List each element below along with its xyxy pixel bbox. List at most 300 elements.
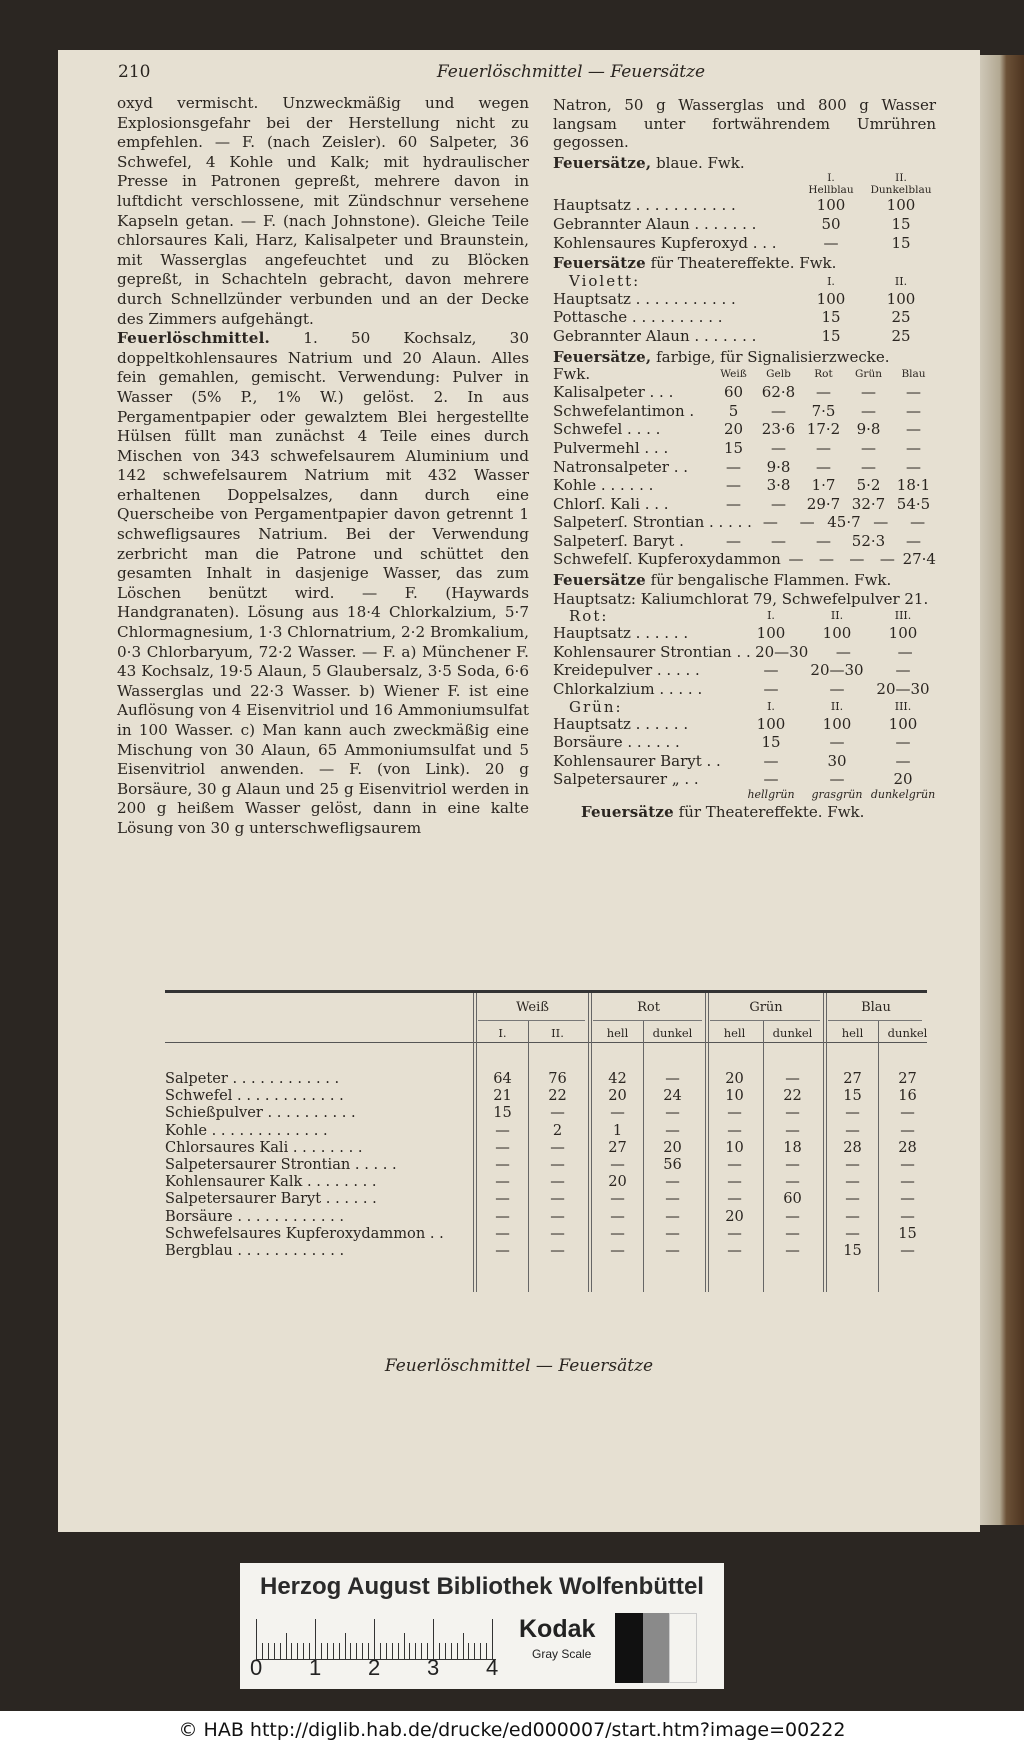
row-label: Kalisalpeter . . . [553, 383, 674, 402]
row-label: Schießpulver . . . . . . . . . . [165, 1104, 356, 1122]
table-row [165, 1156, 927, 1173]
table-row [553, 290, 936, 309]
sub-header: II. [551, 1026, 564, 1040]
table-row [553, 234, 936, 253]
row-value: 100 [822, 624, 852, 643]
row-value: — [726, 531, 741, 550]
bengal-hauptsatz: Hauptsatz: Kaliumchlorat 79, Schwefelpulver 21. [553, 589, 929, 608]
row-label: Salpeterſ. Strontian . . . . . [553, 513, 752, 532]
row-value: — [762, 513, 778, 532]
table-row [165, 1225, 927, 1242]
table-row [553, 752, 936, 771]
row-value: — [610, 1156, 625, 1173]
sub-header: dunkel [887, 1026, 928, 1040]
row-value: — [788, 550, 804, 569]
ruler-tick [421, 1643, 422, 1659]
farbige-col-headers: Fwk. Weiß Gelb Rot Grün Blau [553, 366, 936, 383]
page-footer-title: Feuerlöschmittel — Feuersätze [384, 1356, 654, 1376]
ruler-tick [415, 1643, 416, 1659]
row-value: — [895, 661, 911, 680]
row-value: 27 [843, 1070, 862, 1087]
group-header: Weiß [516, 1000, 549, 1015]
page-number: 210 [118, 62, 151, 82]
row-value: — [816, 383, 831, 402]
table-row [165, 1070, 927, 1087]
row-label: Schwefelsaures Kupferoxydammon . . [165, 1224, 444, 1242]
row-value: — [610, 1190, 625, 1208]
row-label: Hauptsatz . . . . . . . . . . . [553, 289, 736, 308]
running-title: Feuerlöschmittel — Feuersätze [436, 62, 706, 82]
row-value: 100 [886, 289, 916, 308]
bengal-gruen-headers: Grün: I. II. III. [569, 697, 912, 716]
row-value: 10 [725, 1087, 744, 1105]
row-value: — [785, 1207, 800, 1225]
row-label: Borsäure . . . . . . [553, 733, 680, 752]
row-value: 28 [843, 1138, 862, 1156]
gray-swatch-black [615, 1613, 643, 1683]
row-value: 27 [608, 1138, 627, 1156]
row-label: Salpeterſ. Baryt . [553, 531, 684, 550]
row-label: Pulvermehl . . . [553, 438, 669, 457]
row-value: — [900, 1242, 915, 1259]
row-value: — [900, 1121, 915, 1139]
row-value: — [727, 1121, 742, 1139]
table-row [553, 643, 936, 662]
row-value: — [727, 1104, 742, 1122]
blaue-table [553, 196, 936, 252]
row-value: 22 [548, 1087, 567, 1105]
row-label: Schwefel . . . . . . . . . . . . [165, 1087, 344, 1105]
row-value: — [610, 1224, 625, 1242]
row-label: Pottasche . . . . . . . . . . [553, 308, 723, 327]
row-value: 10 [725, 1138, 744, 1156]
col-header: Grün [855, 368, 882, 381]
row-value: — [495, 1224, 510, 1242]
row-value: — [845, 1156, 860, 1173]
row-value: — [895, 751, 911, 770]
row-value: 2 [552, 1121, 563, 1139]
ruler-tick [409, 1643, 410, 1659]
row-value: 54·5 [896, 494, 931, 513]
table-row [553, 196, 936, 215]
table-row [553, 495, 936, 514]
row-value: — [816, 457, 831, 476]
ruler-tick [457, 1643, 458, 1659]
sub-header: dunkel [652, 1026, 693, 1040]
row-label: Kohle . . . . . . [553, 476, 654, 495]
table-row [165, 1139, 927, 1156]
ruler-number: 0 [250, 1655, 263, 1680]
ruler-tick [327, 1643, 328, 1659]
row-value: 100 [756, 714, 786, 733]
table-row [553, 439, 936, 458]
row-value: — [665, 1121, 680, 1139]
ruler-number: 3 [427, 1655, 440, 1680]
ruler-tick [303, 1643, 304, 1659]
row-label: Kohlensaurer Baryt . . [553, 751, 721, 770]
row-value: 15 [821, 308, 841, 327]
row-value: — [816, 531, 831, 550]
row-value: 20 [893, 770, 913, 789]
row-value: — [665, 1242, 680, 1259]
row-value: 18·1 [896, 476, 931, 495]
row-value: 16 [898, 1087, 917, 1105]
gray-swatch-mid [643, 1613, 669, 1683]
row-value: 27 [898, 1070, 917, 1087]
row-value: — [910, 513, 926, 532]
sub-header: hell [723, 1026, 746, 1040]
table-row [553, 402, 936, 421]
left-column [117, 94, 529, 959]
row-value: — [829, 680, 845, 699]
table-row [553, 770, 936, 789]
row-value: 100 [888, 714, 918, 733]
row-label: Schwefelſ. Kupferoxydammon [553, 550, 781, 569]
row-value: 60 [723, 383, 744, 402]
row-value: — [829, 770, 845, 789]
entry-head-feuerloeschmittel: Feuerlöschmittel. [117, 329, 271, 348]
row-value: — [845, 1207, 860, 1225]
sub-header: hell [841, 1026, 864, 1040]
row-value: — [861, 438, 876, 457]
row-value: — [906, 457, 921, 476]
row-value: — [771, 531, 786, 550]
ruler-tick [468, 1643, 469, 1659]
row-value: — [610, 1242, 625, 1259]
ruler-tick [286, 1633, 287, 1659]
row-label: Gebrannter Alaun . . . . . . . [553, 214, 757, 233]
row-value: 30 [827, 751, 847, 770]
table-row [553, 308, 936, 327]
row-value: — [897, 642, 913, 661]
scan-color-strip [240, 1563, 724, 1689]
table-row [553, 383, 936, 402]
row-value: 15 [723, 438, 744, 457]
copyright-bar: © HAB http://diglib.hab.de/drucke/ed000007/start.htm?image=00222 [0, 1711, 1024, 1750]
ruler-tick [386, 1643, 387, 1659]
row-value: 20—30 [810, 661, 864, 680]
row-value: — [665, 1224, 680, 1242]
row-value: — [845, 1224, 860, 1242]
row-label: Kohlensaurer Strontian . . [553, 642, 751, 661]
row-value: 28 [898, 1138, 917, 1156]
theater1-sub: Violett: I. II. [569, 271, 908, 290]
row-value: — [495, 1190, 510, 1208]
row-value: — [610, 1207, 625, 1225]
ruler-tick [280, 1643, 281, 1659]
group-rule [593, 1020, 702, 1021]
row-value: — [771, 401, 786, 420]
row-value: — [727, 1224, 742, 1242]
row-label: Schwefel . . . . [553, 420, 661, 439]
row-label: Salpeter . . . . . . . . . . . . [165, 1070, 340, 1087]
row-value: — [849, 550, 865, 569]
row-label: Bergblau . . . . . . . . . . . . [165, 1242, 345, 1259]
row-value: 15 [761, 733, 781, 752]
row-value: — [727, 1242, 742, 1259]
col-header: Weiß [720, 368, 747, 381]
group-rule [828, 1020, 922, 1021]
row-value: — [550, 1190, 565, 1208]
row-value: — [845, 1121, 860, 1139]
row-value: 56 [663, 1156, 682, 1173]
table-row [553, 624, 936, 643]
row-value: — [550, 1104, 565, 1122]
table-row [165, 1104, 927, 1121]
row-value: — [900, 1190, 915, 1208]
row-value: 60 [783, 1190, 802, 1208]
row-value: 5·2 [856, 476, 881, 495]
group-header: Blau [861, 1000, 891, 1015]
row-value: — [799, 513, 815, 532]
row-label: Salpetersaurer Strontian . . . . . [165, 1156, 397, 1173]
row-value: — [906, 383, 921, 402]
row-label: Hauptsatz . . . . . . . . . . . [553, 196, 736, 215]
bengal-gruen-table [553, 715, 936, 789]
table-row [553, 420, 936, 439]
row-value: — [861, 383, 876, 402]
row-value: — [665, 1173, 680, 1191]
row-value: 15 [821, 326, 841, 345]
row-value: 1 [612, 1121, 623, 1139]
row-label: Chlorſ. Kali . . . [553, 494, 669, 513]
row-value: — [906, 531, 921, 550]
table-row [553, 532, 936, 551]
row-value: — [763, 680, 779, 699]
kodak-logo: Kodak [519, 1615, 596, 1643]
row-value: — [726, 476, 741, 495]
row-value: — [727, 1156, 742, 1173]
row-label: Hauptsatz . . . . . . [553, 714, 689, 733]
row-value: — [495, 1173, 510, 1191]
table-row [553, 661, 936, 680]
row-value: 9·8 [766, 457, 791, 476]
book-spine [980, 55, 1024, 1525]
row-value: — [906, 420, 921, 439]
table-row [553, 458, 936, 477]
row-value: 3·8 [766, 476, 791, 495]
row-value: — [665, 1070, 680, 1087]
row-value: 25 [891, 308, 911, 327]
row-value: — [550, 1138, 565, 1156]
row-value: 27·4 [902, 550, 936, 569]
section-theater1-title: Feuersätze für Theatereffekte. Fwk. [553, 254, 837, 273]
row-value: — [495, 1121, 510, 1139]
ruler-tick [339, 1643, 340, 1659]
table-row [553, 733, 936, 752]
row-value: — [665, 1207, 680, 1225]
row-value: — [495, 1207, 510, 1225]
row-value: 32·7 [851, 494, 886, 513]
ruler-tick [274, 1643, 275, 1659]
row-value: 20 [723, 420, 744, 439]
row-value: 20 [725, 1070, 744, 1087]
row-value: 45·7 [827, 513, 861, 532]
row-value: 50 [821, 214, 841, 233]
farbige-table [553, 383, 936, 569]
row-label: Salpetersaurer „ . . [553, 770, 699, 789]
row-value: 17·2 [806, 420, 841, 439]
ruler-tick [362, 1643, 363, 1659]
row-value: 100 [886, 196, 916, 215]
table-row [165, 1087, 927, 1104]
table-header-rule [165, 1042, 927, 1043]
row-value: 21 [493, 1087, 512, 1105]
ruler-tick [291, 1643, 292, 1659]
row-value: 18 [783, 1138, 802, 1156]
row-value: 22 [783, 1087, 802, 1105]
ruler-tick [268, 1643, 269, 1659]
table-row [165, 1190, 927, 1207]
row-value: 5 [728, 401, 739, 420]
row-value: 15 [843, 1242, 862, 1259]
row-value: — [610, 1104, 625, 1122]
theater-effects-table [165, 990, 927, 1292]
table-row [553, 550, 936, 569]
row-value: — [900, 1156, 915, 1173]
row-value: 29·7 [806, 494, 841, 513]
ruler-tick [350, 1643, 351, 1659]
row-value: — [845, 1173, 860, 1191]
ruler-tick [398, 1643, 399, 1659]
ruler-tick [480, 1643, 481, 1659]
row-value: — [845, 1190, 860, 1208]
row-label: Kreidepulver . . . . . [553, 661, 700, 680]
row-value: — [823, 233, 839, 252]
ruler-tick [256, 1619, 257, 1659]
row-value: — [495, 1156, 510, 1173]
row-value: — [895, 733, 911, 752]
bengal-rot-headers: Rot: I. II. III. [569, 607, 912, 626]
sub-header: hell [606, 1026, 629, 1040]
row-label: Natronsalpeter . . [553, 457, 689, 476]
row-label: Kohlensaures Kupferoxyd . . . [553, 233, 777, 252]
row-value: — [763, 661, 779, 680]
ruler-number: 2 [368, 1655, 381, 1680]
row-value: 100 [822, 714, 852, 733]
blaue-col-headers: I. Hellblau II. Dunkelblau [808, 172, 932, 197]
row-value: — [900, 1104, 915, 1122]
row-label: Borsäure . . . . . . . . . . . . [165, 1207, 345, 1225]
row-value: 15 [898, 1224, 917, 1242]
theater1-table [553, 290, 936, 346]
row-value: 100 [816, 289, 846, 308]
table-row [553, 476, 936, 495]
row-value: 20—30 [755, 642, 809, 661]
row-value: — [785, 1156, 800, 1173]
row-label: Kohlensaurer Kalk . . . . . . . . [165, 1173, 377, 1191]
row-value: 7·5 [811, 401, 836, 420]
section-blaue-title: Feuersätze, blaue. Fwk. [553, 153, 745, 172]
paragraph-2: Feuerlöschmittel. 1. 50 Kochsalz, 30 doppeltkohlensaures Natrium und 20 Alaun. Alles fein gemahlen, gemischt. Verwendung: Pulver in Wasser (5% P., 1% W.) gelöst. 2. In aus Pergamentpapier oder gewalztem Blei hergestellte Hülsen füllt man zunächst 4 Teile eines durch Mischen von 343 schwefelsaurem Aluminium und 142 schwefelsaurem Natrium mit 432 Wasser erhaltenen Doppelsalzes, dann durch eine Querscheibe von Pergamentpapier davon getrennt 1 schwefligsaures Natrium. Bei der Verwendung zerbricht man die Patrone und schüttet den gesamten Inhalt in dasjenige Wasser, das zum Löschen benützt wird. — F. (Haywards Handgranaten). Lösung aus 18·4 Chlorkalzium, 5·7 Chlormagnesium, 1·3 Chlornatrium, 2·2 Bromkalium, 0·3 Chlorbaryum, 72·2 Wasser. — F. a) Münchener F. 43 Kochsalz, 19·5 Alaun, 5 Glaubersalz, 3·5 Soda, 6·6 Wasserglas und 22·3 Wasser. b) Wiener F. ist eine Auflösung von 4 Eisenvitriol und 16 Ammoniumsulfat in 100 Wasser. c) Man kann auch zweckmäßig eine Mischung von 30 Alaun, 65 Ammoniumsulfat und 5 Eisenvitriol anwenden. — F. (von Link). 20 g Borsäure, 30 g Alaun und 25 g Eisenvitriol werden in 200 g heißem Wasser gelöst, dann in eine kalte Lösung von 30 g unterschwefligsaurem [117, 329, 529, 837]
row-value: — [665, 1104, 680, 1122]
row-value: — [550, 1224, 565, 1242]
row-value: — [785, 1224, 800, 1242]
table-row [553, 715, 936, 734]
row-value: — [495, 1242, 510, 1259]
ruler-tick [356, 1643, 357, 1659]
row-value: 20 [663, 1138, 682, 1156]
library-name: Herzog August Bibliothek Wolfenbüttel [260, 1573, 704, 1600]
ruler-tick [463, 1633, 464, 1659]
group-rule [710, 1020, 820, 1021]
ruler-tick [474, 1643, 475, 1659]
row-value: 20—30 [876, 680, 930, 699]
row-value: 20 [608, 1087, 627, 1105]
ruler-tick [451, 1643, 452, 1659]
row-label: Chlorkalzium . . . . . [553, 680, 703, 699]
row-value: 42 [608, 1070, 627, 1087]
row-value: 100 [756, 624, 786, 643]
section-theater2-title: Feuersätze für Theatereffekte. Fwk. [581, 803, 865, 821]
running-header [118, 62, 984, 82]
row-value: 15 [843, 1087, 862, 1105]
row-value: — [771, 438, 786, 457]
row-value: — [726, 457, 741, 476]
row-value: — [900, 1173, 915, 1191]
section-bengal-title: Feuersätze für bengalische Flammen. Fwk. [553, 571, 892, 590]
table-row [165, 1242, 927, 1259]
row-label: Chlorsaures Kali . . . . . . . . [165, 1138, 363, 1156]
row-value: 25 [891, 326, 911, 345]
row-value: 100 [816, 196, 846, 215]
row-value: — [829, 733, 845, 752]
row-value: — [835, 642, 851, 661]
ruler-tick [315, 1619, 316, 1659]
row-value: — [906, 438, 921, 457]
row-value: — [550, 1173, 565, 1191]
row-value: 9·8 [856, 420, 881, 439]
row-value: — [861, 401, 876, 420]
row-value: — [785, 1121, 800, 1139]
row-value: — [763, 770, 779, 789]
row-value: — [785, 1070, 800, 1087]
intro-paragraph: Natron, 50 g Wasserglas und 800 g Wasser langsam unter fortwährendem Umrühren gegossen. [553, 96, 936, 152]
col-header: Gelb [766, 368, 791, 381]
row-value: — [845, 1104, 860, 1122]
table-row [553, 327, 936, 346]
ruler-tick [445, 1643, 446, 1659]
row-value: — [816, 438, 831, 457]
row-value: 15 [493, 1104, 512, 1122]
row-value: — [785, 1104, 800, 1122]
row-value: — [771, 494, 786, 513]
row-value: — [726, 494, 741, 513]
row-value: 52·3 [851, 531, 886, 550]
paragraph-1: oxyd vermischt. Unzweckmäßig und wegen Explosionsgefahr bei der Herstellung nicht zu empfehlen. — F. (nach Zeisler). 60 Salpeter, 36 Schwefel, 4 Kohle und Kalk; mit hydraulischer Presse in Patronen gepreßt, mehrere davon in luftdicht verschlossene, mit Zündschnur versehene Kapseln getan. — F. (nach Johnstone). Gleiche Teile chlorsaures Kali, Harz, Kalisalpeter und Braunstein, mit Wasserglas angefeuchtet und zu Blöcken gepreßt, in Schachteln gebracht, davon mehrere durch Schnellzünder verbunden und an der Decke des Zimmers aufgehängt. [117, 94, 529, 328]
group-header: Rot [637, 1000, 660, 1015]
row-value: — [785, 1242, 800, 1259]
table-top-rule [165, 990, 927, 993]
table-row [553, 215, 936, 234]
row-value: 64 [493, 1070, 512, 1087]
row-value: — [763, 751, 779, 770]
row-value: 62·8 [761, 383, 796, 402]
row-value: 1·7 [811, 476, 836, 495]
table-row [553, 513, 936, 532]
row-value: — [785, 1173, 800, 1191]
col-header: Rot [814, 368, 833, 381]
row-value: — [906, 401, 921, 420]
row-value: — [879, 550, 895, 569]
ruler-tick [392, 1643, 393, 1659]
row-value: 76 [548, 1070, 567, 1087]
row-label: Gebrannter Alaun . . . . . . . [553, 326, 757, 345]
table-row [165, 1122, 927, 1139]
group-rule [478, 1020, 585, 1021]
gray-scale-label: Gray Scale [532, 1647, 592, 1661]
row-value: — [873, 513, 889, 532]
